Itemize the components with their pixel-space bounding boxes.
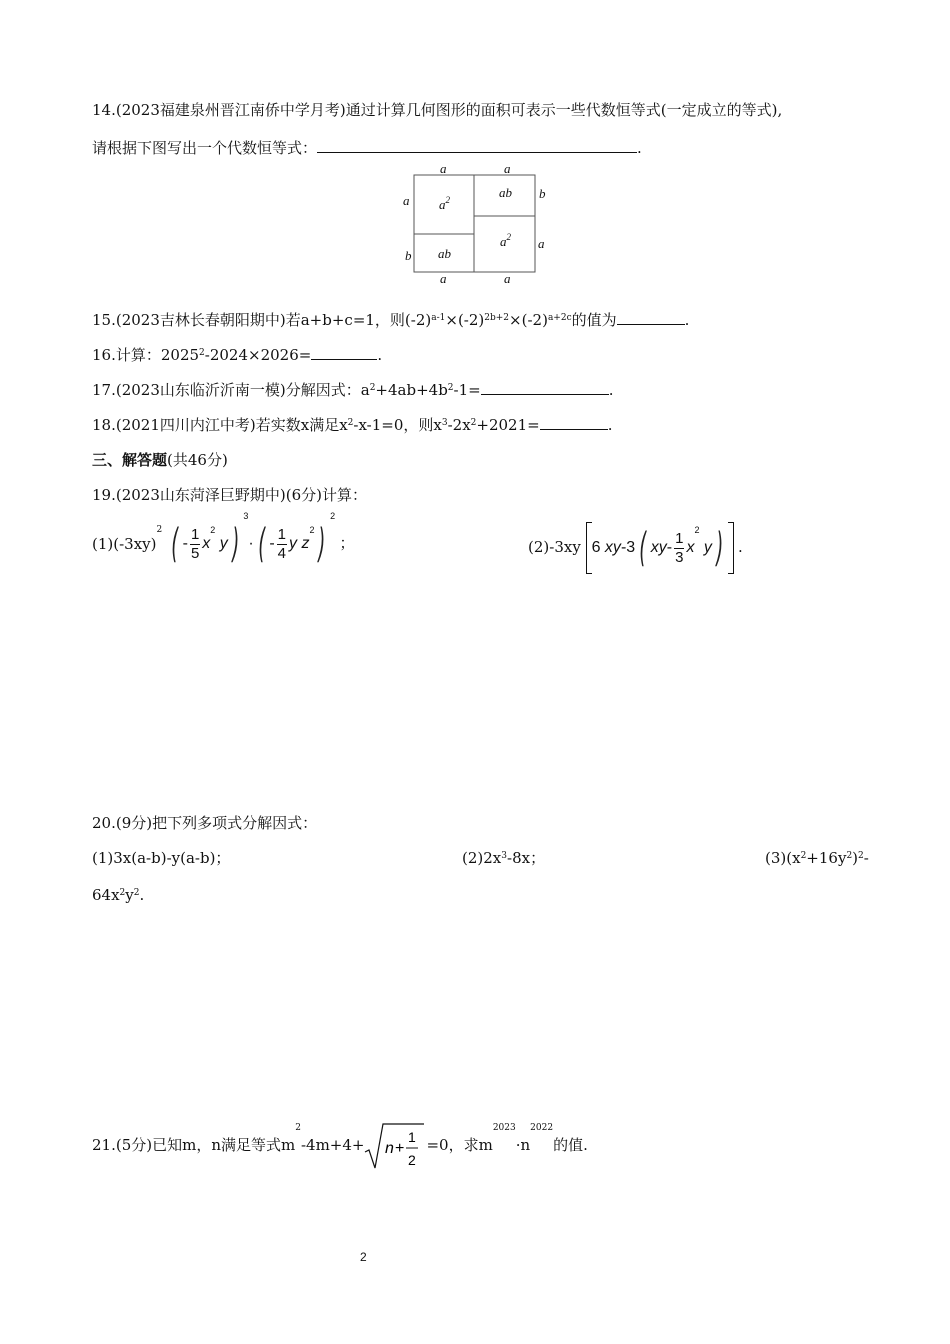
answer-blank[interactable] [317, 138, 637, 153]
label-right-top: b [539, 186, 546, 201]
sqrt-numerator: 1 [408, 1129, 417, 1145]
q14-line2: 请根据下图写出一个代数恒等式： . [92, 139, 642, 157]
section-3-heading: 三、解答题(共46分) [92, 451, 228, 469]
area-diagram-lines [400, 163, 550, 288]
label-top-right: a [504, 161, 511, 176]
q14-line1: 14.(2023福建泉州晋江南侨中学月考)通过计算几何图形的面积可表示一些代数恒等式(一定成立的等式), [92, 101, 783, 119]
page-number: 2 [360, 1250, 367, 1264]
q19-part1: $(1)(-3xy)^2$ ( - $\frac{1}{5}$ $x^2$ y )$^3$· ( - $\frac{1}{4}$ y $z^2$ )$^2$ ； [92, 511, 355, 567]
cell-ab-top: ab [499, 185, 512, 200]
sqrt-denominator: 2 [408, 1152, 417, 1168]
square-root [364, 1120, 426, 1172]
cell-a-squared-bottom: $a^2$ [500, 232, 511, 249]
q21: 21.(5分)已知m，n满足等式$m^2-4m+4+$ n + 1 2 =0，求$m^{2023}\cdot n^{2022}$的值. [92, 1120, 588, 1176]
answer-blank[interactable] [481, 380, 609, 395]
q19-title: 19.(2023山东菏泽巨野期中)(6分)计算： [92, 486, 367, 504]
label-top-left: a [440, 161, 447, 176]
cell-ab-bottom: ab [438, 246, 451, 261]
answer-blank[interactable] [311, 345, 377, 360]
answer-blank[interactable] [540, 415, 608, 430]
q20-part3: $(3)(x^2+16y^2)^2-$ [765, 849, 869, 867]
label-left-bottom: b [405, 248, 412, 263]
q20-part2: $(2)2x^3-8x$； [462, 849, 546, 867]
answer-blank[interactable] [617, 310, 685, 325]
q17: 17.(2023山东临沂沂南一模)分解因式：$a^2+4ab+4b^2-1=$ . [92, 381, 614, 399]
label-bottom-left: a [440, 271, 447, 286]
q15: 15.(2023吉林长春朝阳期中)若a+b+c=1，则$(-2)^{a-1}\times(-2)^{2b+2}\times(-2)^{a+2c}$的值为 . [92, 311, 690, 329]
q19-part2: (2)-3xy 6 xy-3 ( xy- $\frac{1}{3}$ $x^2$ y ) . [528, 522, 743, 578]
q16: 16.计算：$2025^2-2024\times 2026=$ . [92, 346, 383, 364]
label-left-top: a [403, 193, 410, 208]
svg-text:n: n [385, 1140, 395, 1157]
label-bottom-right: a [504, 271, 511, 286]
sqrt-sign [364, 1120, 426, 1172]
q20-part3-continued: $64x^2y^2$. [92, 886, 145, 904]
area-diagram [400, 163, 550, 288]
label-right-bottom: a [538, 236, 545, 251]
q20-part1: (1)3x(a-b)-y(a-b)； [92, 849, 231, 867]
svg-text:+: + [395, 1140, 405, 1157]
cell-a-squared-top: $a^2$ [439, 195, 450, 212]
q20-title: 20.(9分)把下列多项式分解因式： [92, 814, 318, 832]
q18: 18.(2021四川内江中考)若实数x满足$x^2-x-1=0$，则$x^3-2x^2+2021=$ . [92, 416, 613, 434]
